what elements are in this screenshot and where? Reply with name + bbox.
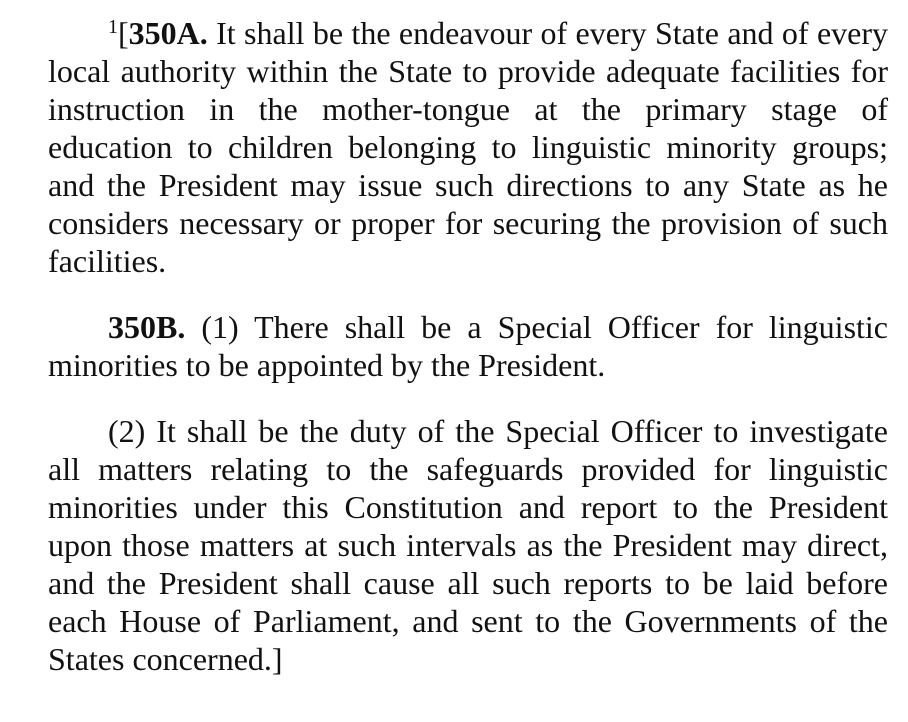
section-350b-clause-2-paragraph — [48, 412, 888, 678]
section-350b-clause-2-text: (2) It shall be the duty of the Special Officer to investigate all matters relating to the safeguards provided for linguistic minorities under this Constitution and report to the President upon those matters at such intervals as the President may direct, and the President shall cause all such reports to be laid before each House of Parliament, and sent to the Governments of the States concerned.] — [48, 413, 888, 677]
section-number-350a: 350A. — [128, 15, 208, 51]
section-350a-paragraph — [48, 14, 888, 280]
footnote-marker: 1 — [108, 16, 118, 38]
opening-bracket: [ — [118, 15, 129, 51]
section-350a-text: It shall be the endeavour of every State and of every local authority within the State to provide adequate facilities for instruction in the mother-tongue at the primary stage of education to children belonging to linguistic minority groups; and the President may issue such directions to any State as he considers necessary or proper for securing the provision of such facilities. — [48, 15, 888, 279]
section-number-350b: 350B. — [108, 309, 186, 345]
section-350b-clause-1-text: (1) There shall be a Special Officer for linguistic minorities to be appointed by the President. — [48, 309, 888, 383]
section-350b-clause-1-paragraph — [48, 308, 888, 384]
